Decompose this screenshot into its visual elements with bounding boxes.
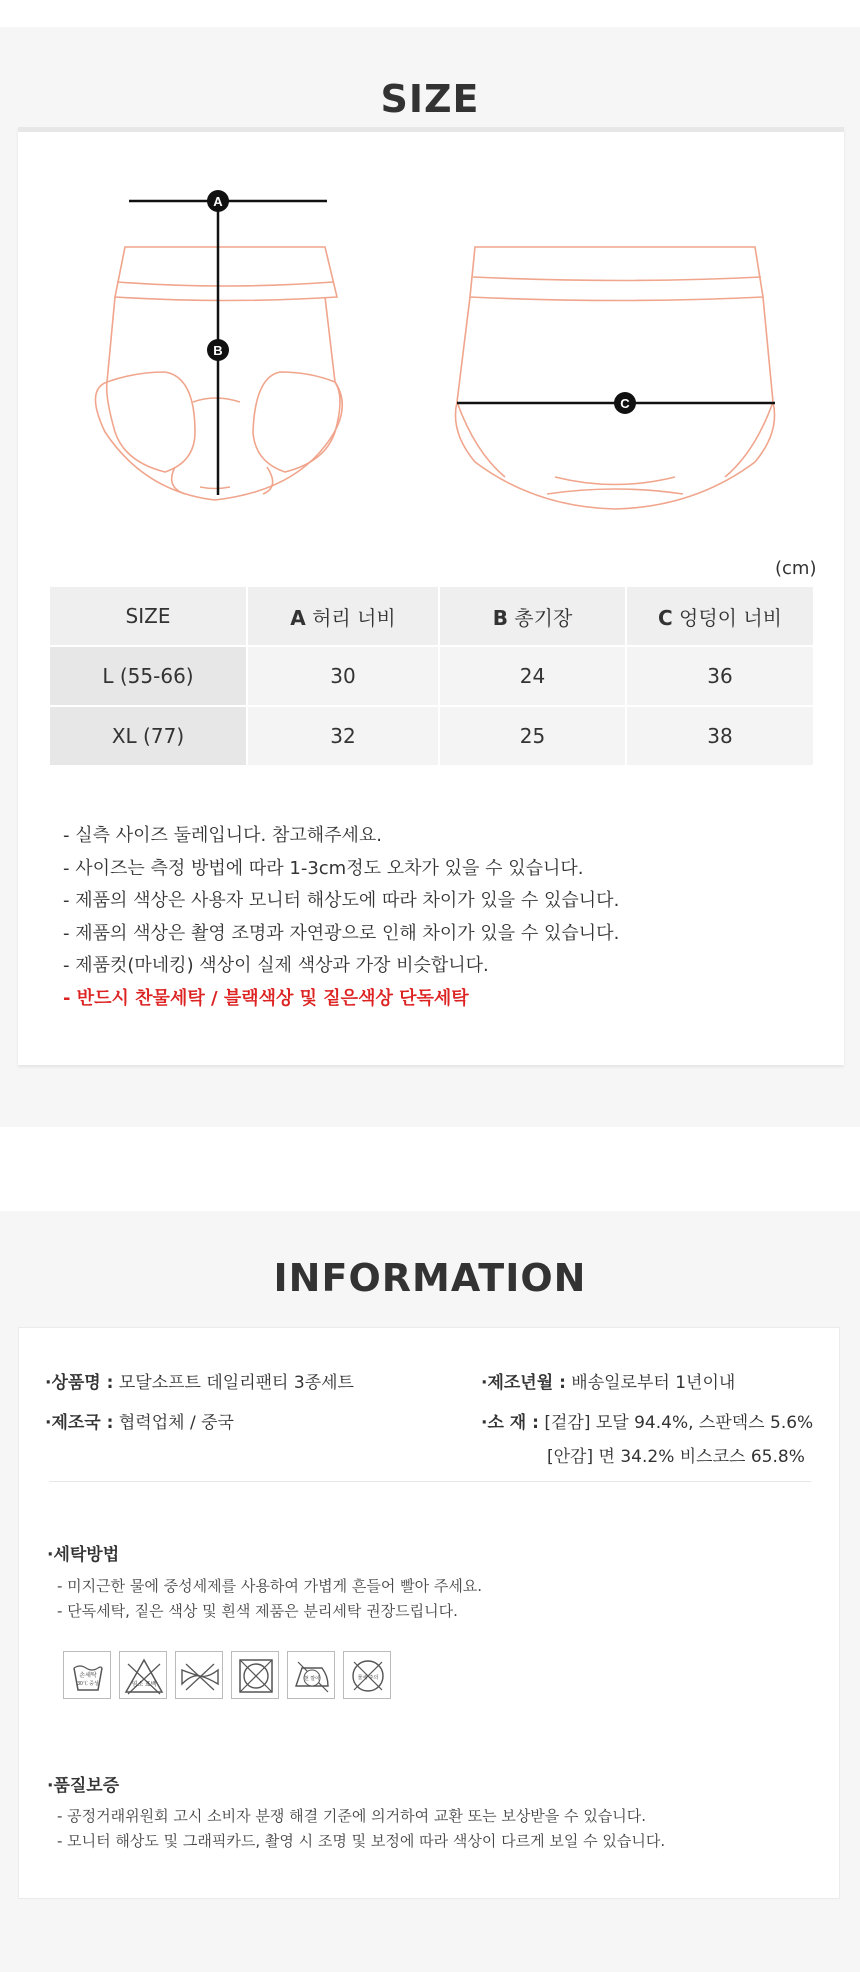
table-cell-size: L (55-66) — [50, 647, 246, 705]
svg-text:30℃ 중성: 30℃ 중성 — [77, 1681, 99, 1687]
svg-text:염소 표백: 염소 표백 — [131, 1682, 157, 1688]
table-header-row — [50, 587, 813, 645]
size-diagram — [18, 132, 860, 652]
table-cell-c: 38 — [627, 707, 813, 765]
table-row — [50, 647, 813, 705]
table-header-c: C 엉덩이 너비 — [627, 587, 813, 645]
no-bleach-icon — [119, 1651, 167, 1699]
information-section — [0, 1211, 860, 1972]
table-cell-b: 24 — [440, 647, 625, 705]
marker-a-label: A — [213, 194, 223, 209]
information-card — [18, 1327, 840, 1899]
hand-wash-icon — [63, 1651, 111, 1699]
table-row — [50, 707, 813, 765]
wash-line: - 단독세탁, 짙은 색상 및 흰색 제품은 분리세탁 권장드립니다. — [57, 1602, 458, 1620]
note-line: - 실측 사이즈 둘레입니다. 참고해주세요. — [63, 825, 383, 846]
table-cell-b: 25 — [440, 707, 625, 765]
table-header-b: B 총기장 — [440, 587, 625, 645]
table-cell-size: XL (77) — [50, 707, 246, 765]
note-line: - 제품의 색상은 사용자 모니터 해상도에 따라 차이가 있을 수 있습니다. — [63, 890, 620, 911]
table-header-a: A 허리 너비 — [248, 587, 438, 645]
size-notes — [63, 820, 619, 1015]
no-tumble-dry-icon — [231, 1651, 279, 1699]
no-wring-icon — [175, 1651, 223, 1699]
spec-material: ·소 재 : [겉감] 모달 94.4%, 스판덱스 5.6% — [481, 1413, 814, 1433]
marker-b-label: B — [213, 343, 223, 358]
care-icons — [63, 1651, 391, 1699]
marker-c — [614, 392, 636, 414]
svg-text:손세탁: 손세탁 — [79, 1673, 97, 1679]
table-cell-c: 36 — [627, 647, 813, 705]
table-header-size: SIZE — [50, 587, 246, 645]
size-table — [48, 585, 815, 767]
no-dry-clean-icon — [343, 1651, 391, 1699]
marker-c-label: C — [620, 396, 630, 411]
marker-b — [207, 339, 229, 361]
quality-line: - 모니터 해상도 및 그래픽카드, 촬영 시 조명 및 보정에 따라 색상이 다르게 보일 수 있습니다. — [57, 1832, 666, 1850]
information-title: INFORMATION — [273, 1256, 587, 1300]
note-line: - 제품의 색상은 촬영 조명과 자연광으로 인해 차이가 있을 수 있습니다. — [63, 922, 620, 944]
back-view-garment — [455, 247, 774, 509]
table-cell-a: 30 — [248, 647, 438, 705]
spec-manufacture-date: ·제조년월 : 배송일로부터 1년이내 — [481, 1373, 736, 1393]
divider — [49, 1481, 811, 1482]
spec-country: ·제조국 : 협력업체 / 중국 — [45, 1413, 234, 1433]
unit-label: (cm) — [775, 558, 817, 579]
wash-method-title: ·세탁방법 — [47, 1545, 120, 1565]
svg-text:물세 주의: 물세 주의 — [357, 1675, 379, 1681]
spec-material-inner: [안감] 면 34.2% 비스코스 65.8% — [547, 1447, 805, 1467]
note-line: - 제품컷(마네킹) 색상이 실제 색상과 가장 비슷합니다. — [63, 955, 489, 976]
spec-product: ·상품명 : 모달소프트 데일리팬티 3종세트 — [45, 1373, 354, 1393]
quality-line: - 공정거래위원회 고시 소비자 분쟁 해결 기준에 의거하여 교환 또는 보상받을 수 있습니다. — [57, 1807, 647, 1825]
wash-line: - 미지근한 물에 중성세제를 사용하여 가볍게 흔들어 빨아 주세요. — [57, 1577, 483, 1595]
table-cell-a: 32 — [248, 707, 438, 765]
marker-a — [207, 190, 229, 212]
size-title: SIZE — [380, 77, 480, 121]
note-line: - 사이즈는 측정 방법에 따라 1-3cm정도 오차가 있을 수 있습니다. — [63, 857, 584, 879]
wash-warning: - 반드시 찬물세탁 / 블랙색상 및 짙은색상 단독세탁 — [63, 987, 469, 1009]
low-iron-icon — [287, 1651, 335, 1699]
quality-title: ·품질보증 — [47, 1776, 120, 1796]
svg-text:천 깔아: 천 깔아 — [304, 1676, 320, 1682]
